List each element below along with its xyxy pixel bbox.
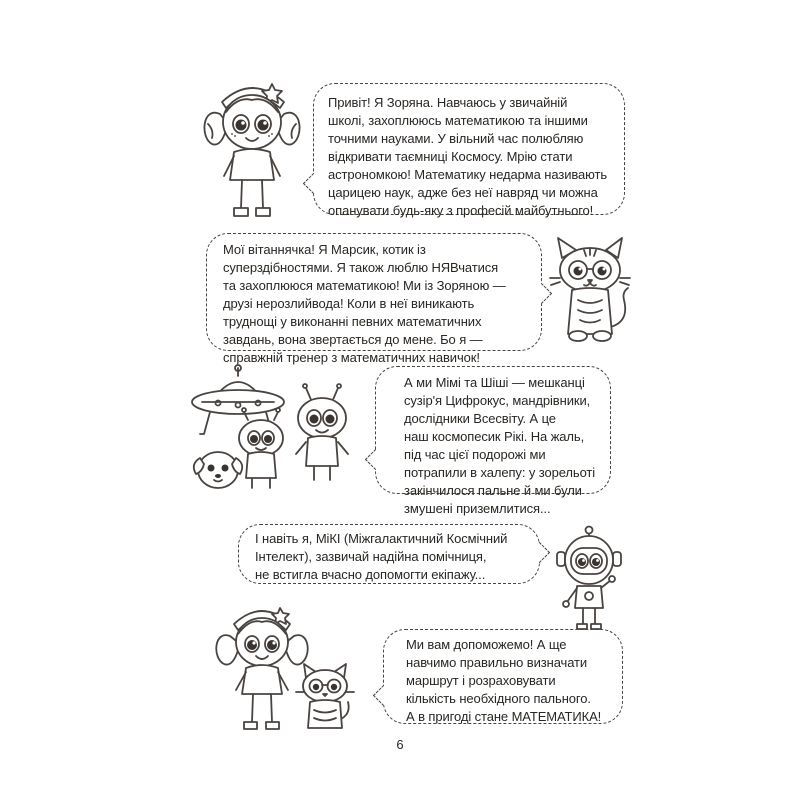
speech-bubble-marsyk-intro: [206, 233, 542, 365]
bubble-text: А ми Мімі та Шіші — мешканці сузір'я Цифрокус, мандрівники, дослідники Всесвіту. А це наш космопесик Рікі. На жаль, під час цієї подорожі ми потрапили в халепу: у зорельоті закінчилося пальне й ми були змушені приземлитися...: [404, 375, 596, 516]
bubble-text: Ми вам допоможемо! А ще навчимо правильно визначати маршрут і розраховувати кількість необхідного пального. А в пригоді стане МАТЕМАТИКА!: [406, 637, 602, 724]
speech-bubble-mimi-shishi-intro: [375, 366, 611, 516]
zoriana-girl-illustration: [198, 68, 308, 224]
page-number: 6: [396, 737, 404, 752]
speech-bubble-zoriana-intro: [313, 83, 625, 218]
marsyk-cat-illustration: [548, 236, 634, 348]
bubble-text: Мої вітаннячка! Я Марсик, котик із суперздібностями. Я також люблю НЯВчатися та захоплююся математикою! Ми із Зоряною — друзі нерозлийвода! Коли в неї виникають труднощі у виконанні певних математичних завдань, вона звертається до мене. Бо я — справжній тренер з математичних навичок!: [223, 242, 506, 365]
aliens-spaceship-illustration: [188, 362, 366, 498]
speech-bubble-miki-intro: [238, 524, 540, 584]
bubble-text: Привіт! Я Зоряна. Навчаюсь у звичайній школі, захоплююсь математикою та іншими точними науками. У вільний час полюбляю відкривати таємниці Космосу. Мрію стати астрономкою! Математику недарма називають царицею наук, адже без неї навряд чи можна опанувати будь-яку з професій майбутнього!: [328, 95, 608, 218]
miki-robot-illustration: [553, 524, 625, 632]
bubble-text: І навіть я, МіКІ (Міжгалактичний Космічний Інтелект), зазвичай надійна помічниця, не встигла вчасно допомогти екіпажу...: [255, 531, 508, 582]
zoriana-marsyk-illustration: [212, 594, 362, 738]
speech-bubble-zoriana-marsyk-help: [383, 629, 623, 724]
